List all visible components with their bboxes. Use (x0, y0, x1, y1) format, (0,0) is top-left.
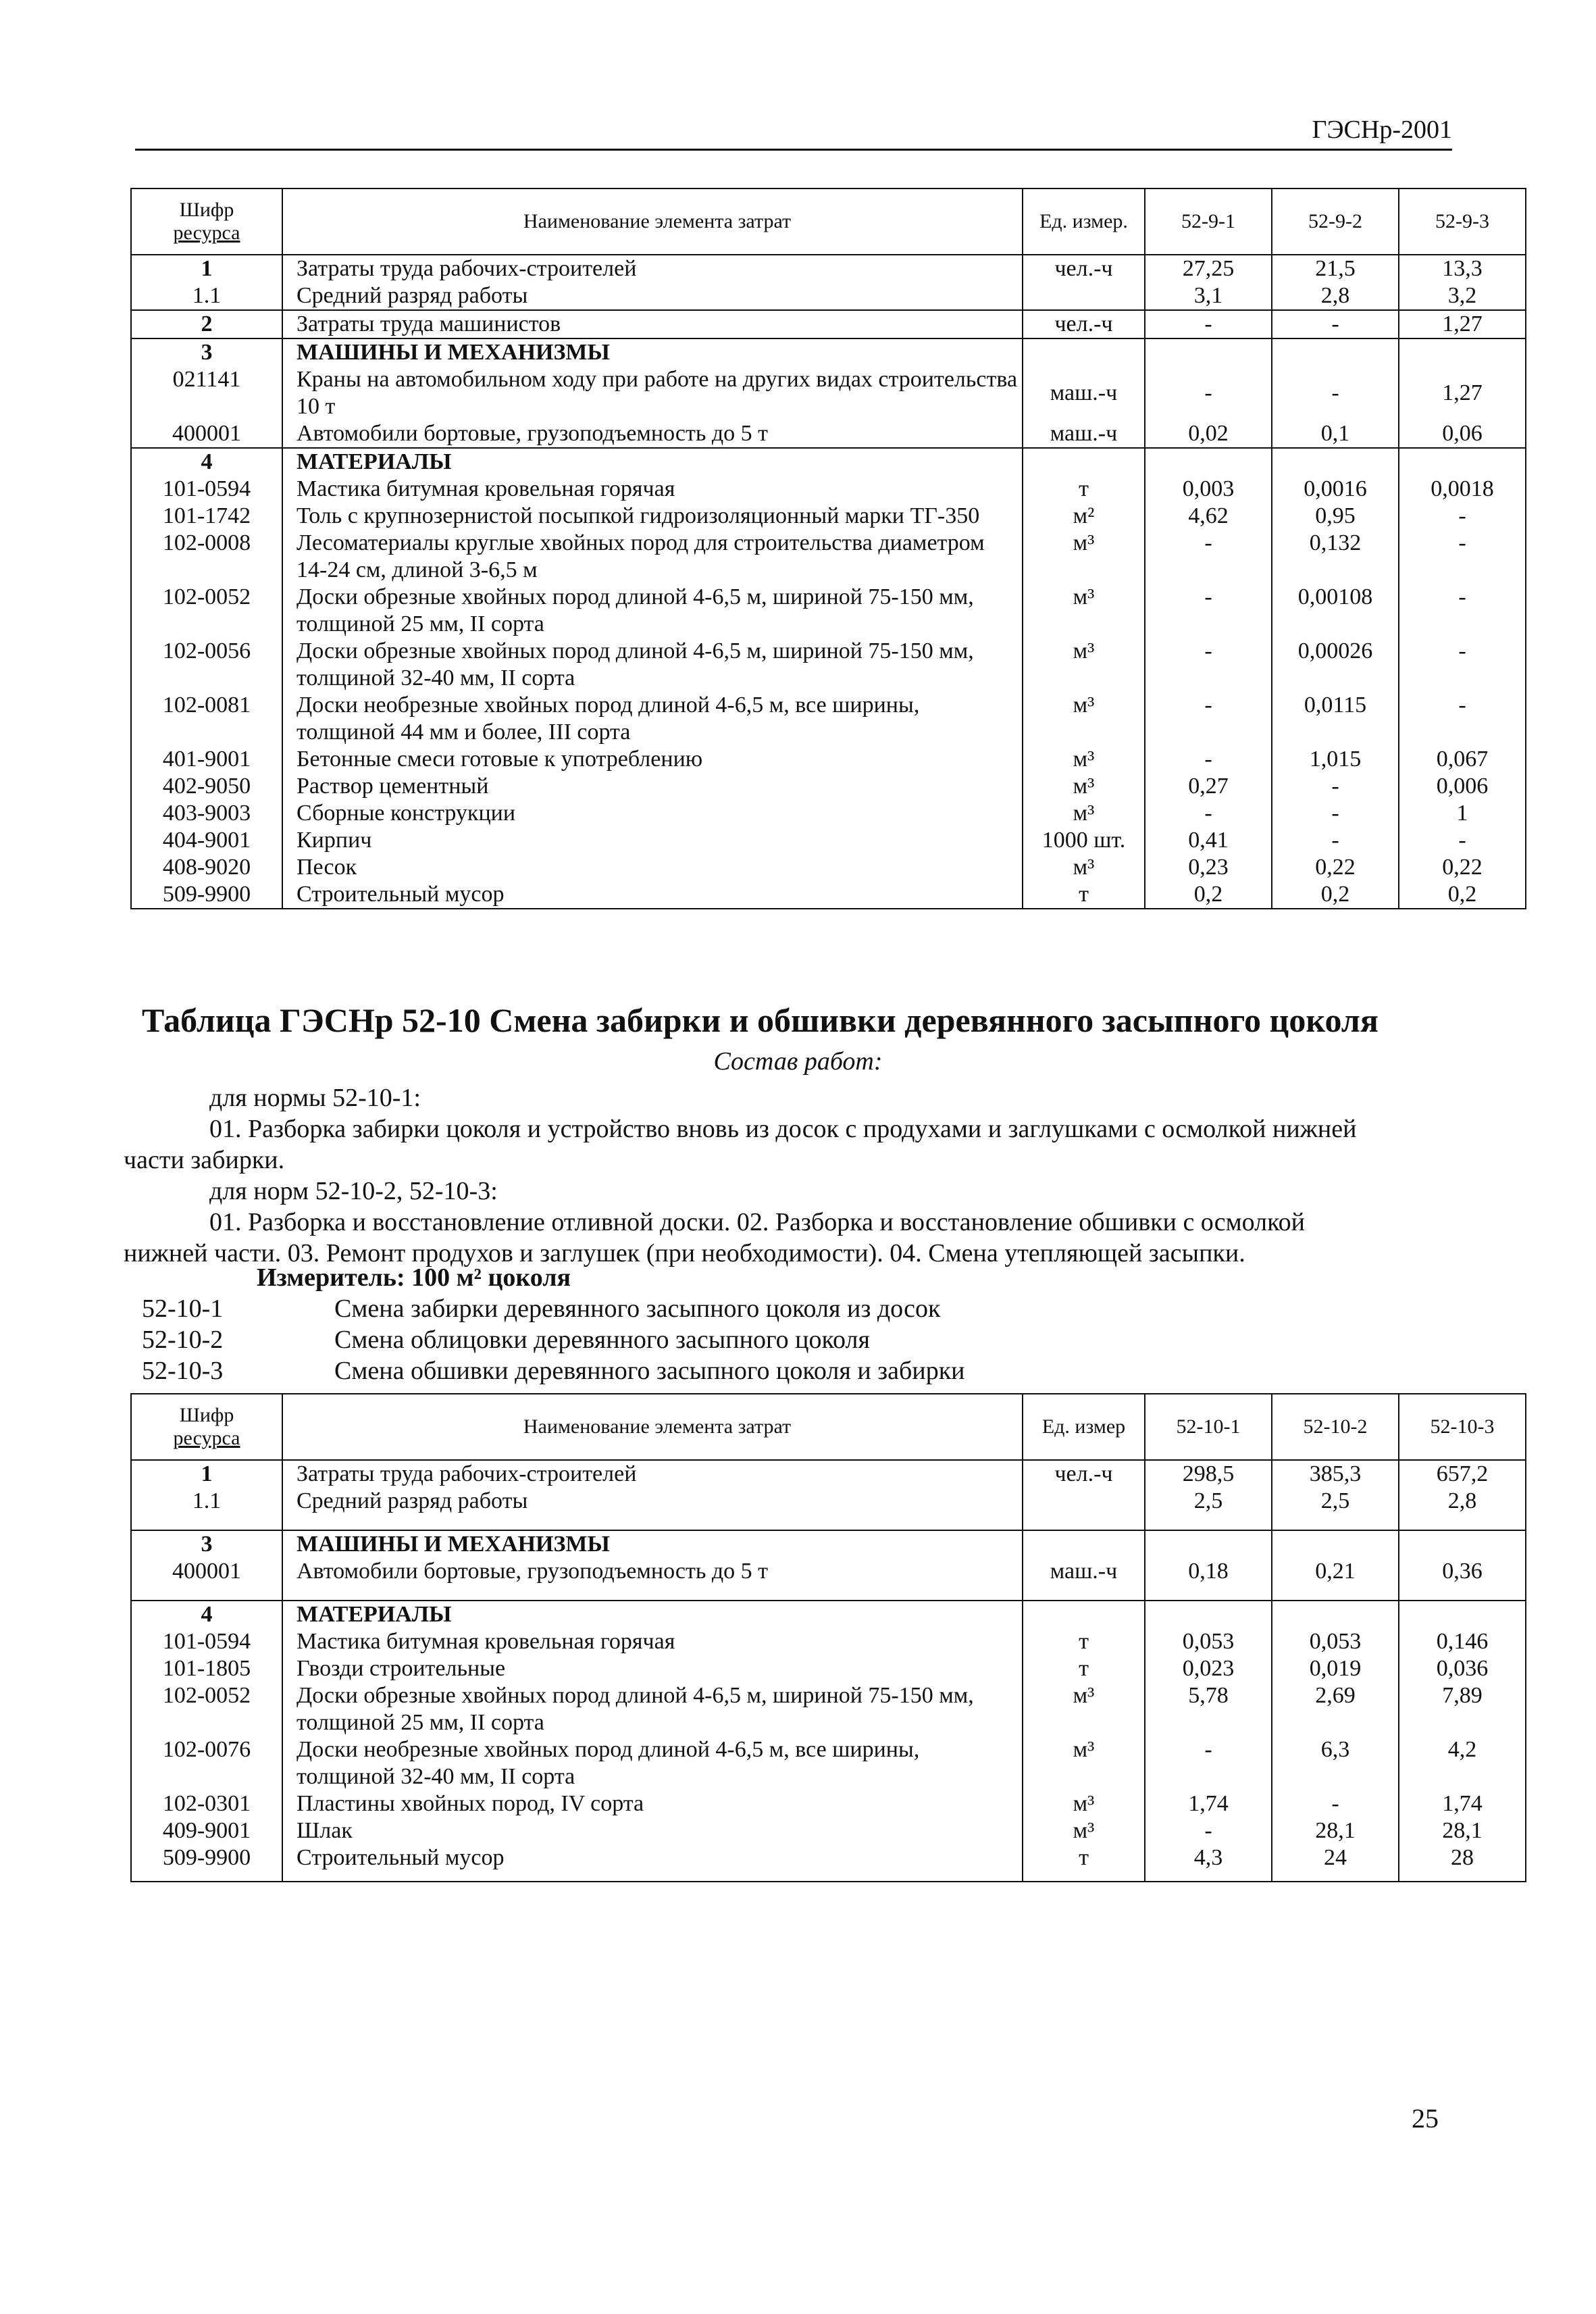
table-row (131, 1488, 1526, 1515)
table-row (131, 338, 1526, 366)
row-value-3 (1399, 338, 1526, 366)
norm-code: 52-10-2 (142, 1326, 224, 1354)
row-code: 021141 (131, 366, 282, 420)
section-title: Таблица ГЭСНр 52-10 Смена забирки и обшивки деревянного засыпного цоколя (142, 1001, 1379, 1039)
row-code: 101-1805 (131, 1655, 282, 1682)
row-value-1 (1145, 1530, 1272, 1558)
table-row (131, 282, 1526, 310)
spacer-cell (282, 1515, 1023, 1530)
spacer-cell (1399, 1515, 1526, 1530)
row-name: МАШИНЫ И МЕХАНИЗМЫ (282, 338, 1023, 366)
row-value-2: 0,22 (1272, 854, 1399, 881)
table-row (131, 1655, 1526, 1682)
row-value-2: 1,015 (1272, 746, 1399, 773)
row-code: 509-9900 (131, 881, 282, 909)
row-code: 101-0594 (131, 1628, 282, 1655)
row-code: 1.1 (131, 282, 282, 310)
row-value-3: 2,8 (1399, 1488, 1526, 1515)
spacer-cell (1399, 1585, 1526, 1601)
table-row (131, 448, 1526, 476)
row-name: Затраты труда рабочих-строителей (282, 1460, 1023, 1488)
row-code: 102-0301 (131, 1790, 282, 1817)
row-unit: м³ (1023, 854, 1145, 881)
row-value-3: 0,0018 (1399, 476, 1526, 503)
row-value-2: 0,053 (1272, 1628, 1399, 1655)
row-name: Затраты труда машинистов (282, 310, 1023, 338)
row-value-3: 28,1 (1399, 1817, 1526, 1844)
running-header (135, 114, 1452, 151)
table-row (131, 827, 1526, 854)
header-code-line1: Шифр (179, 199, 234, 221)
row-unit: м² (1023, 503, 1145, 530)
row-name: Лесоматериалы круглые хвойных пород для строительства диаметром 14-24 см, длиной 3-6,5 м (282, 530, 1023, 584)
row-value-1: 0,18 (1145, 1558, 1272, 1585)
row-name: МАТЕРИАЛЫ (282, 1601, 1023, 1628)
row-value-2: - (1272, 827, 1399, 854)
row-value-2: 28,1 (1272, 1817, 1399, 1844)
row-value-2: - (1272, 366, 1399, 420)
row-name: Кирпич (282, 827, 1023, 854)
row-value-2: 0,95 (1272, 503, 1399, 530)
row-value-2: 0,2 (1272, 881, 1399, 909)
norm-code: 52-10-3 (142, 1357, 224, 1385)
row-value-2: 0,00108 (1272, 584, 1399, 638)
row-value-2: 0,0016 (1272, 476, 1399, 503)
row-unit (1023, 1530, 1145, 1558)
row-name: МАТЕРИАЛЫ (282, 448, 1023, 476)
row-unit: м³ (1023, 1790, 1145, 1817)
header-code (131, 1394, 282, 1460)
row-name: Толь с крупнозернистой посыпкой гидроизоляционный марки ТГ-350 (282, 503, 1023, 530)
row-unit: 1000 шт. (1023, 827, 1145, 854)
row-value-3: - (1399, 692, 1526, 746)
row-value-2: - (1272, 1790, 1399, 1817)
row-value-1: 0,053 (1145, 1628, 1272, 1655)
row-value-1: - (1145, 800, 1272, 827)
row-value-1: 0,003 (1145, 476, 1272, 503)
norm-item (142, 1293, 940, 1324)
table-row (131, 1601, 1526, 1628)
row-code: 409-9001 (131, 1817, 282, 1844)
table-spacer-row (131, 1515, 1526, 1530)
row-name: МАШИНЫ И МЕХАНИЗМЫ (282, 1530, 1023, 1558)
header-code-line2: ресурса (173, 222, 240, 244)
spacer-cell (131, 1585, 282, 1601)
row-name: Доски необрезные хвойных пород длиной 4-6,5 м, все ширины, толщиной 32-40 мм, II сорта (282, 1736, 1023, 1790)
row-unit: маш.-ч (1023, 1558, 1145, 1585)
norm1-line1: 01. Разборка забирки цоколя и устройство вновь из досок с продухами и заглушками с осмолкой нижней (209, 1115, 1357, 1143)
row-value-1: 2,5 (1145, 1488, 1272, 1515)
norm-code: 52-10-1 (142, 1294, 224, 1323)
row-value-2: 2,69 (1272, 1682, 1399, 1736)
row-value-2: 2,5 (1272, 1488, 1399, 1515)
row-name: Строительный мусор (282, 1844, 1023, 1882)
row-name: Краны на автомобильном ходу при работе на других видах строительства 10 т (282, 366, 1023, 420)
row-unit (1023, 282, 1145, 310)
row-value-3: - (1399, 827, 1526, 854)
row-value-1: 4,3 (1145, 1844, 1272, 1882)
table-row (131, 638, 1526, 692)
row-unit (1023, 1488, 1145, 1515)
row-code: 1.1 (131, 1488, 282, 1515)
row-value-3 (1399, 1530, 1526, 1558)
table-row (131, 366, 1526, 420)
table-header-row (131, 188, 1526, 255)
row-value-3: 4,2 (1399, 1736, 1526, 1790)
row-name: Песок (282, 854, 1023, 881)
row-value-1: 0,23 (1145, 854, 1272, 881)
header-code-line2: ресурса (173, 1427, 240, 1449)
row-code: 400001 (131, 420, 282, 448)
row-code: 408-9020 (131, 854, 282, 881)
table-row (131, 1628, 1526, 1655)
table-row (131, 1530, 1526, 1558)
row-value-3: 1 (1399, 800, 1526, 827)
row-value-2 (1272, 338, 1399, 366)
table-row (131, 1844, 1526, 1882)
row-unit: чел.-ч (1023, 255, 1145, 282)
row-value-3: 3,2 (1399, 282, 1526, 310)
spacer-cell (1145, 1515, 1272, 1530)
table-spacer-row (131, 1585, 1526, 1601)
row-value-3: 0,036 (1399, 1655, 1526, 1682)
row-unit (1023, 338, 1145, 366)
table-row (131, 584, 1526, 638)
norm-text: Смена забирки деревянного засыпного цоколя из досок (334, 1294, 941, 1323)
row-value-2: - (1272, 773, 1399, 800)
row-unit: чел.-ч (1023, 1460, 1145, 1488)
row-code: 1 (131, 1460, 282, 1488)
table-row (131, 854, 1526, 881)
row-value-2: 0,019 (1272, 1655, 1399, 1682)
row-unit: м³ (1023, 530, 1145, 584)
row-value-2: 6,3 (1272, 1736, 1399, 1790)
row-value-2: 24 (1272, 1844, 1399, 1882)
row-unit: м³ (1023, 1817, 1145, 1844)
table-row (131, 530, 1526, 584)
table-row (131, 476, 1526, 503)
row-value-1: 298,5 (1145, 1460, 1272, 1488)
header-col1: 52-10-1 (1145, 1394, 1272, 1460)
row-value-2: 2,8 (1272, 282, 1399, 310)
row-unit: т (1023, 881, 1145, 909)
row-unit: маш.-ч (1023, 420, 1145, 448)
row-value-1: 1,74 (1145, 1790, 1272, 1817)
row-name: Автомобили бортовые, грузоподъемность до 5 т (282, 1558, 1023, 1585)
row-name: Шлак (282, 1817, 1023, 1844)
header-code-line1: Шифр (179, 1404, 234, 1426)
row-name: Средний разряд работы (282, 1488, 1023, 1515)
header-col3: 52-9-3 (1399, 188, 1526, 255)
row-value-3 (1399, 1601, 1526, 1628)
row-value-1: - (1145, 584, 1272, 638)
row-value-1: 27,25 (1145, 255, 1272, 282)
table-row (131, 503, 1526, 530)
row-name: Средний разряд работы (282, 282, 1023, 310)
table-row (131, 420, 1526, 448)
row-code: 509-9900 (131, 1844, 282, 1882)
row-value-1: 5,78 (1145, 1682, 1272, 1736)
header-unit: Ед. измер (1023, 1394, 1145, 1460)
row-name: Бетонные смеси готовые к употреблению (282, 746, 1023, 773)
row-value-2 (1272, 1601, 1399, 1628)
spacer-cell (131, 1515, 282, 1530)
row-code: 102-0076 (131, 1736, 282, 1790)
row-value-1: - (1145, 692, 1272, 746)
header-col1: 52-9-1 (1145, 188, 1272, 255)
row-value-3: 0,22 (1399, 854, 1526, 881)
header-unit: Ед. измер. (1023, 188, 1145, 255)
row-value-1: - (1145, 638, 1272, 692)
row-value-1: - (1145, 530, 1272, 584)
row-value-2: 0,21 (1272, 1558, 1399, 1585)
row-value-3: 13,3 (1399, 255, 1526, 282)
row-name: Доски обрезные хвойных пород длиной 4-6,5 м, шириной 75-150 мм, толщиной 32-40 мм, II сорта (282, 638, 1023, 692)
row-name: Мастика битумная кровельная горячая (282, 476, 1023, 503)
page-number: 25 (1412, 2103, 1439, 2134)
header-name: Наименование элемента затрат (282, 1394, 1023, 1460)
row-unit: м³ (1023, 773, 1145, 800)
row-name: Затраты труда рабочих-строителей (282, 255, 1023, 282)
row-code: 102-0052 (131, 1682, 282, 1736)
row-code: 102-0056 (131, 638, 282, 692)
row-code: 1 (131, 255, 282, 282)
table-row (131, 773, 1526, 800)
row-name: Автомобили бортовые, грузоподъемность до 5 т (282, 420, 1023, 448)
row-code: 4 (131, 1601, 282, 1628)
row-value-3 (1399, 448, 1526, 476)
table-row (131, 1558, 1526, 1585)
row-name: Пластины хвойных пород, IV сорта (282, 1790, 1023, 1817)
row-name: Строительный мусор (282, 881, 1023, 909)
row-value-3: 1,27 (1399, 310, 1526, 338)
row-value-3: 0,146 (1399, 1628, 1526, 1655)
norm-item (142, 1355, 965, 1386)
row-name: Доски обрезные хвойных пород длиной 4-6,5 м, шириной 75-150 мм, толщиной 25 мм, II сорта (282, 1682, 1023, 1736)
row-code: 101-1742 (131, 503, 282, 530)
row-value-1: - (1145, 1817, 1272, 1844)
table-row (131, 800, 1526, 827)
table-row (131, 881, 1526, 909)
row-value-1: 0,02 (1145, 420, 1272, 448)
norm23-line1: 01. Разборка и восстановление отливной доски. 02. Разборка и восстановление обшивки с осмолкой (209, 1208, 1305, 1236)
row-code: 102-0081 (131, 692, 282, 746)
row-unit (1023, 448, 1145, 476)
row-value-3: 0,36 (1399, 1558, 1526, 1585)
row-value-1: 0,41 (1145, 827, 1272, 854)
row-unit: т (1023, 476, 1145, 503)
table-row (131, 692, 1526, 746)
row-value-3: - (1399, 530, 1526, 584)
row-value-3: 657,2 (1399, 1460, 1526, 1488)
row-unit: м³ (1023, 584, 1145, 638)
header-col2: 52-10-2 (1272, 1394, 1399, 1460)
row-value-1: 3,1 (1145, 282, 1272, 310)
table-row (131, 310, 1526, 338)
row-value-2: 0,1 (1272, 420, 1399, 448)
row-name: Доски необрезные хвойных пород длиной 4-6,5 м, все ширины, толщиной 44 мм и более, III сорта (282, 692, 1023, 746)
norm1-intro: для нормы 52-10-1: (209, 1084, 421, 1112)
row-code: 400001 (131, 1558, 282, 1585)
row-unit: маш.-ч (1023, 366, 1145, 420)
spacer-cell (1145, 1585, 1272, 1601)
row-value-2: 0,132 (1272, 530, 1399, 584)
table-row (131, 1460, 1526, 1488)
row-code: 404-9001 (131, 827, 282, 854)
row-code: 3 (131, 1530, 282, 1558)
row-code: 403-9003 (131, 800, 282, 827)
row-unit: м³ (1023, 692, 1145, 746)
row-value-2: 0,00026 (1272, 638, 1399, 692)
row-value-3: - (1399, 503, 1526, 530)
row-unit: м³ (1023, 1736, 1145, 1790)
row-value-1: - (1145, 366, 1272, 420)
row-name: Доски обрезные хвойных пород длиной 4-6,5 м, шириной 75-150 мм, толщиной 25 мм, II сорта (282, 584, 1023, 638)
row-unit: т (1023, 1628, 1145, 1655)
row-value-1 (1145, 338, 1272, 366)
table-header-row (131, 1394, 1526, 1460)
row-value-3: 1,74 (1399, 1790, 1526, 1817)
row-code: 101-0594 (131, 476, 282, 503)
row-code: 102-0052 (131, 584, 282, 638)
row-value-3: 0,006 (1399, 773, 1526, 800)
row-value-1: 0,023 (1145, 1655, 1272, 1682)
norm-text: Смена облицовки деревянного засыпного цоколя (334, 1326, 870, 1354)
row-code: 401-9001 (131, 746, 282, 773)
row-code: 102-0008 (131, 530, 282, 584)
measure-unit: Измеритель: 100 м² цоколя (257, 1263, 571, 1292)
header-code (131, 188, 282, 255)
spacer-cell (1023, 1585, 1145, 1601)
spacer-cell (1023, 1515, 1145, 1530)
composition-label: Состав работ: (713, 1047, 883, 1076)
row-value-1 (1145, 1601, 1272, 1628)
row-value-2: - (1272, 310, 1399, 338)
row-unit: м³ (1023, 1682, 1145, 1736)
row-value-1: - (1145, 746, 1272, 773)
row-value-3: 0,2 (1399, 881, 1526, 909)
row-value-3: 0,067 (1399, 746, 1526, 773)
table-row (131, 255, 1526, 282)
row-value-1 (1145, 448, 1272, 476)
table-row (131, 1817, 1526, 1844)
row-value-3: 7,89 (1399, 1682, 1526, 1736)
row-value-1: 4,62 (1145, 503, 1272, 530)
header-col3: 52-10-3 (1399, 1394, 1526, 1460)
row-unit: м³ (1023, 638, 1145, 692)
row-name: Сборные конструкции (282, 800, 1023, 827)
row-name: Гвозди строительные (282, 1655, 1023, 1682)
row-value-2: 21,5 (1272, 255, 1399, 282)
resource-table-52-9 (130, 188, 1526, 909)
norm23-line2: нижней части. 03. Ремонт продухов и заглушек (при необходимости). 04. Смена утепляющей засыпки. (124, 1239, 1245, 1267)
row-value-3: - (1399, 584, 1526, 638)
document-code: ГЭСНр-2001 (1312, 116, 1452, 144)
row-value-2: 0,0115 (1272, 692, 1399, 746)
row-unit: м³ (1023, 746, 1145, 773)
header-name: Наименование элемента затрат (282, 188, 1023, 255)
table-row (131, 1790, 1526, 1817)
norm-item (142, 1324, 870, 1355)
row-value-2 (1272, 448, 1399, 476)
row-code: 3 (131, 338, 282, 366)
norm1-line2: части забирки. (124, 1146, 285, 1174)
row-code: 402-9050 (131, 773, 282, 800)
norm23-intro: для норм 52-10-2, 52-10-3: (209, 1177, 498, 1205)
row-value-2 (1272, 1530, 1399, 1558)
row-code: 4 (131, 448, 282, 476)
header-col2: 52-9-2 (1272, 188, 1399, 255)
row-value-1: 0,2 (1145, 881, 1272, 909)
row-unit: чел.-ч (1023, 310, 1145, 338)
row-value-2: - (1272, 800, 1399, 827)
resource-table-52-10 (130, 1393, 1526, 1882)
row-unit: т (1023, 1844, 1145, 1882)
row-unit: т (1023, 1655, 1145, 1682)
row-value-2: 385,3 (1272, 1460, 1399, 1488)
row-unit (1023, 1601, 1145, 1628)
spacer-cell (282, 1585, 1023, 1601)
table-row (131, 746, 1526, 773)
spacer-cell (1272, 1585, 1399, 1601)
table-row (131, 1682, 1526, 1736)
row-unit: м³ (1023, 800, 1145, 827)
row-value-3: 28 (1399, 1844, 1526, 1882)
row-code: 2 (131, 310, 282, 338)
row-value-1: - (1145, 1736, 1272, 1790)
norm-text: Смена обшивки деревянного засыпного цоколя и забирки (334, 1357, 965, 1385)
row-value-1: 0,27 (1145, 773, 1272, 800)
row-value-3: 0,06 (1399, 420, 1526, 448)
row-value-3: - (1399, 638, 1526, 692)
row-value-1: - (1145, 310, 1272, 338)
spacer-cell (1272, 1515, 1399, 1530)
table-row (131, 1736, 1526, 1790)
row-value-3: 1,27 (1399, 366, 1526, 420)
row-name: Мастика битумная кровельная горячая (282, 1628, 1023, 1655)
row-name: Раствор цементный (282, 773, 1023, 800)
